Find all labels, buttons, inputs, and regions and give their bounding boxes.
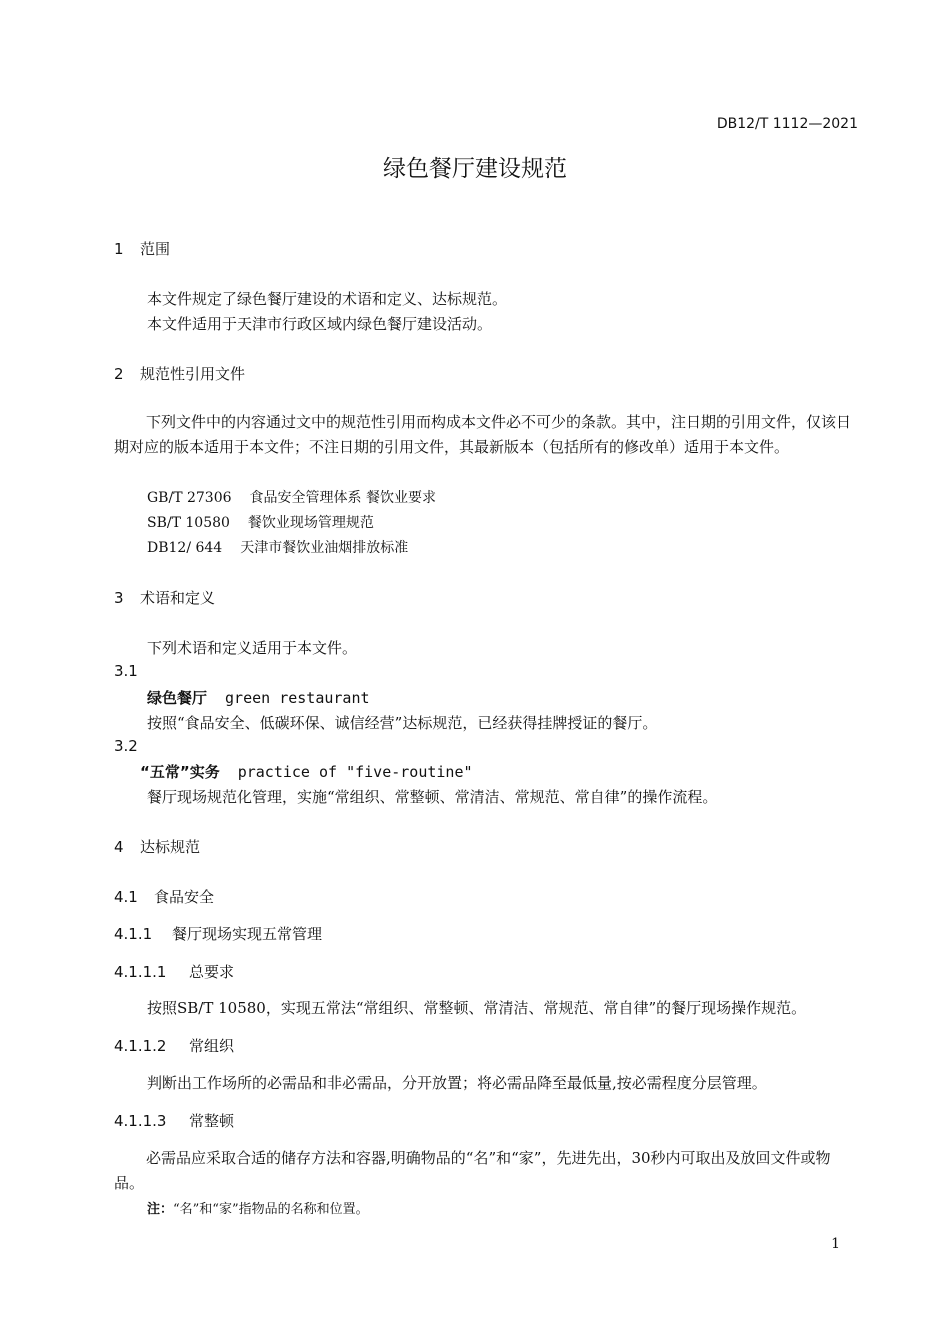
term-name-en: green restaurant <box>225 689 370 707</box>
section-3-heading <box>114 587 215 608</box>
clause-note <box>147 1198 369 1217</box>
reference-item <box>147 537 408 557</box>
subsection-4-1-1-heading <box>114 923 322 944</box>
clause-4-1-1-3-heading <box>114 1110 234 1131</box>
section-title: 常组织 <box>189 1037 235 1055</box>
section-number: 4.1.1.3 <box>114 1112 167 1130</box>
clause-text: 必需品应采取合适的储存方法和容器,明确物品的“名”和“家”，先进先出，30秒内可取出及放回文件或物品。 <box>114 1149 831 1192</box>
section-number: 4.1.1 <box>114 925 153 943</box>
section-number: 4.1.1.1 <box>114 963 167 981</box>
section-title: 达标规范 <box>140 838 201 856</box>
section-title: 范围 <box>140 240 171 258</box>
term-definition: 餐厅现场规范化管理，实施“常组织、常整顿、常清洁、常规范、常自律”的操作流程。 <box>147 788 718 806</box>
section-number: 1 <box>114 240 124 258</box>
term-number: 3.1 <box>114 662 138 680</box>
scope-paragraph-2: 本文件适用于天津市行政区域内绿色餐厅建设活动。 <box>147 315 493 333</box>
section-4-heading <box>114 836 200 857</box>
section-2-heading <box>114 363 245 384</box>
section-title: 规范性引用文件 <box>140 365 246 383</box>
reference-code: DB12/ 644 <box>147 540 223 556</box>
term-definition: 按照“食品安全、低碳环保、诚信经营”达标规范，已经获得挂牌授证的餐厅。 <box>147 714 658 732</box>
page-number: 1 <box>831 1236 840 1252</box>
scope-paragraph-1: 本文件规定了绿色餐厅建设的术语和定义、达标规范。 <box>147 290 508 308</box>
reference-code: GB/T 27306 <box>147 490 232 506</box>
reference-title: 餐饮业现场管理规范 <box>247 515 374 531</box>
subsection-4-1-heading <box>114 886 214 907</box>
section-title: 常整顿 <box>189 1112 235 1130</box>
term-number: 3.2 <box>114 737 138 755</box>
terms-intro: 下列术语和定义适用于本文件。 <box>147 639 358 657</box>
reference-title: 食品安全管理体系 餐饮业要求 <box>249 490 436 506</box>
section-number: 4 <box>114 838 124 856</box>
reference-item <box>147 487 436 507</box>
reference-item <box>147 512 374 532</box>
section-1-heading <box>114 238 170 259</box>
section-number: 4.1 <box>114 888 138 906</box>
note-text: “名”和“家”指物品的名称和位置。 <box>173 1202 369 1217</box>
section-number: 4.1.1.2 <box>114 1037 167 1055</box>
clause-text: 按照SB/T 10580，实现五常法“常组织、常整顿、常清洁、常规范、常自律”的餐厅现场操作规范。 <box>147 999 807 1017</box>
term-name <box>147 687 370 708</box>
section-title: 总要求 <box>189 963 235 981</box>
term-name-zh: “五常”实务 <box>140 763 220 781</box>
document-title: 绿色餐厅建设规范 <box>383 156 567 182</box>
section-title: 餐厅现场实现五常管理 <box>172 925 323 943</box>
normative-references-intro: 下列文件中的内容通过文中的规范性引用而构成本文件必不可少的条款。其中，注日期的引用文件，仅该日期对应的版本适用于本文件；不注日期的引用文件，其最新版本（包括所有的修改单）适用于本文件。 <box>114 413 852 456</box>
note-label: 注： <box>147 1202 174 1217</box>
term-name <box>140 761 473 782</box>
term-name-en: practice of "five-routine" <box>237 763 473 781</box>
term-name-zh: 绿色餐厅 <box>147 689 208 707</box>
document-code: DB12/T 1112—2021 <box>716 116 858 132</box>
section-number: 3 <box>114 589 124 607</box>
clause-4-1-1-2-heading <box>114 1035 234 1056</box>
section-title: 术语和定义 <box>140 589 216 607</box>
clause-4-1-1-1-heading <box>114 961 234 982</box>
reference-code: SB/T 10580 <box>147 515 230 531</box>
section-number: 2 <box>114 365 124 383</box>
reference-title: 天津市餐饮业油烟排放标准 <box>240 540 409 556</box>
section-title: 食品安全 <box>154 888 215 906</box>
clause-text: 判断出工作场所的必需品和非必需品，分开放置；将必需品降至最低量,按必需程度分层管理。 <box>147 1074 767 1092</box>
